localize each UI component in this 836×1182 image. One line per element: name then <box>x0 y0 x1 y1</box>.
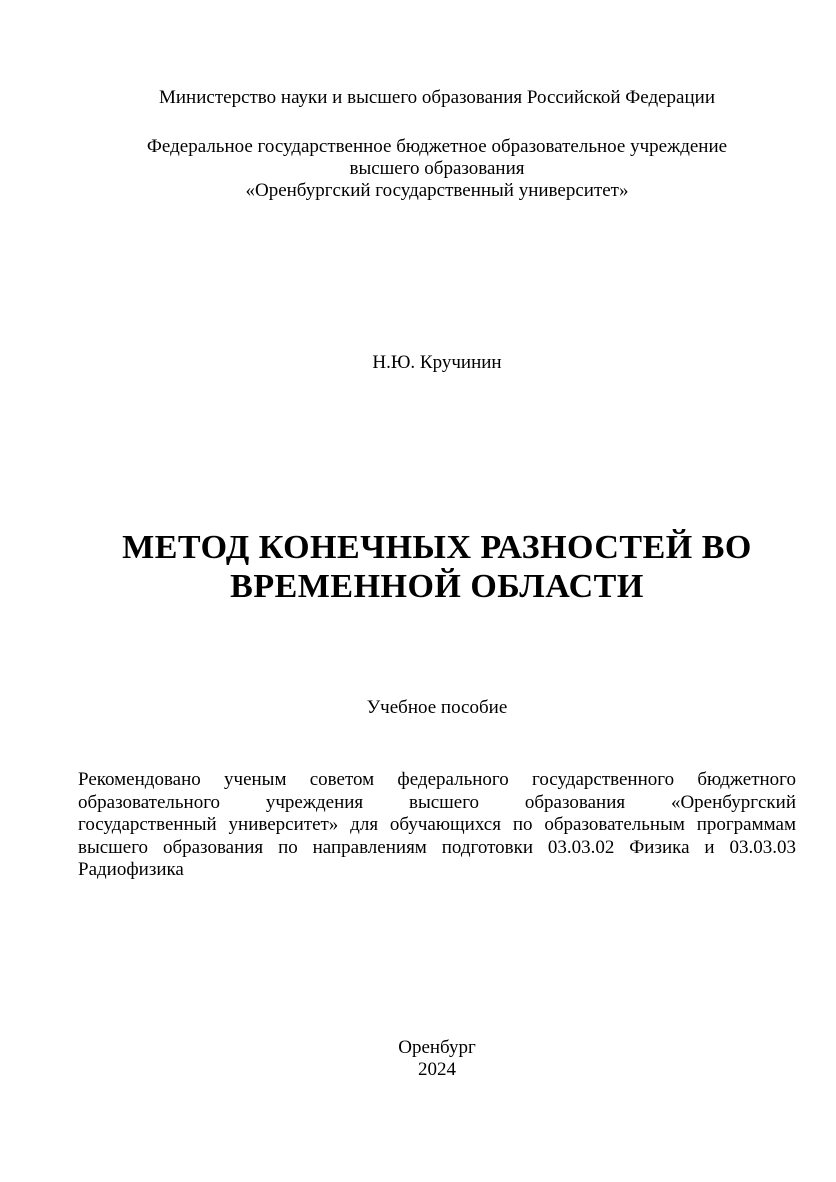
institution-line-2: высшего образования <box>349 158 525 179</box>
recommendation-line-1: Рекомендовано ученым советом федерального государственного бюджетного <box>78 769 796 790</box>
institution-line-3: «Оренбургский государственный университет» <box>245 180 629 201</box>
imprint-year: 2024 <box>418 1059 456 1080</box>
ministry-line: Министерство науки и высшего образования Российской Федерации <box>159 87 715 108</box>
institution-line-1: Федеральное государственное бюджетное образовательное учреждение <box>146 136 728 157</box>
book-title-line-2: ВРЕМЕННОЙ ОБЛАСТИ <box>230 568 644 605</box>
subtitle: Учебное пособие <box>366 697 508 718</box>
recommendation-line-4: высшего образования по направлениям подготовки 03.03.02 Физика и 03.03.03 <box>78 836 796 858</box>
book-title <box>78 528 796 606</box>
recommendation-line-3: государственный университет» для обучающихся по образовательным программам <box>78 814 796 835</box>
recommendation-line-5: Радиофизика <box>78 859 184 880</box>
recommendation-line-2: образовательного учреждения высшего образования «Оренбургский <box>78 791 796 813</box>
institution-block <box>78 136 796 202</box>
recommendation-paragraph <box>78 769 796 882</box>
imprint-block <box>78 1037 796 1081</box>
book-title-line-1: МЕТОД КОНЕЧНЫХ РАЗНОСТЕЙ ВО <box>122 529 752 566</box>
imprint-city: Оренбург <box>398 1037 476 1058</box>
author-name: Н.Ю. Кручинин <box>372 352 502 373</box>
